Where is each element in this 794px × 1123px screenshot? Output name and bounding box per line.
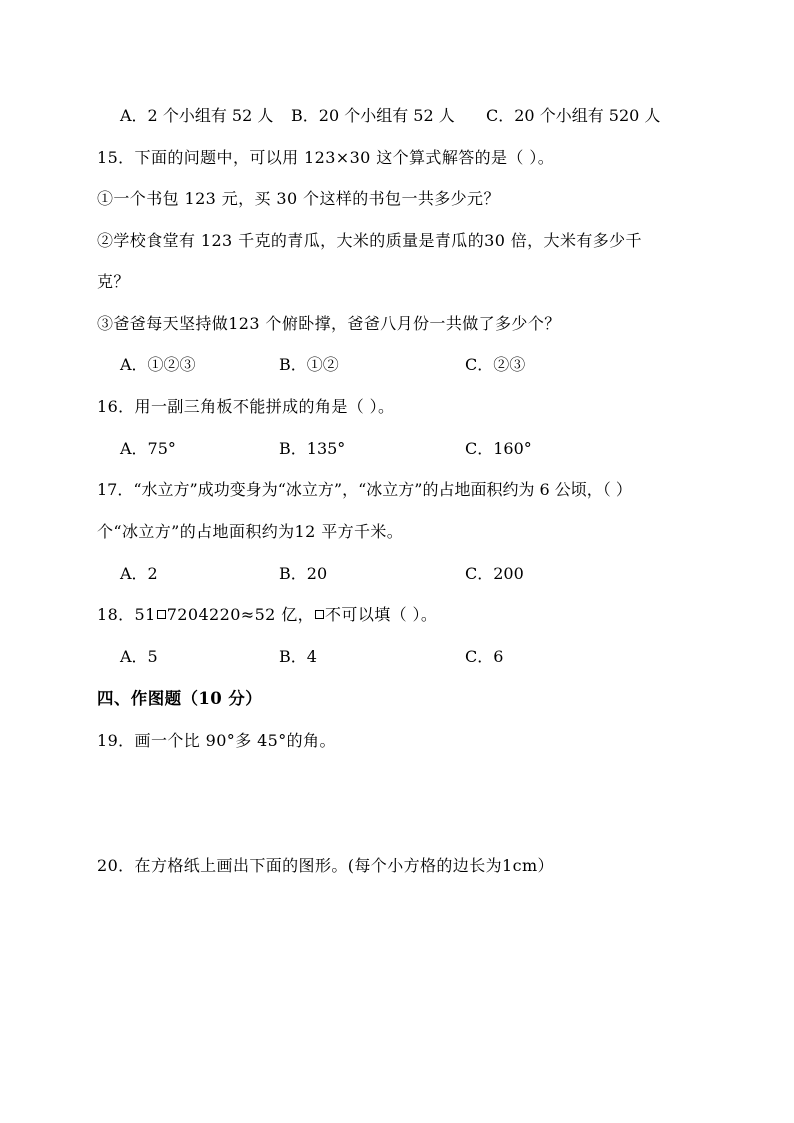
section-4-heading: 四、作图题（10 分） [97,689,263,708]
q16-option-b: B．135° [279,439,346,458]
blank-box-icon [157,610,166,619]
q17-option-c: C．200 [465,564,524,583]
q15-option-c: C．②③ [465,355,526,374]
q20-stem: 20．在方格纸上画出下面的图形。(每个小方格的边长为1cm） [97,856,554,875]
q19-stem: 19．画一个比 90°多 45°的角。 [97,731,336,750]
q18-option-c: C．6 [465,647,504,666]
q17-stem-line-2: 个“冰立方”的占地面积约为12 平方千米。 [97,522,404,541]
q15-item-1: ①一个书包 123 元，买 30 个这样的书包一共多少元？ [97,189,500,208]
q18-stem [97,605,437,625]
q17-option-a: A．2 [120,564,158,583]
q17-stem-line-1: 17．“水立方”成功变身为“冰立方”，“冰立方”的占地面积约为 6 公顷，（ ） [97,480,632,499]
blank-box-icon [315,610,324,619]
q16-option-a: A．75° [120,439,176,458]
q18-stem-part-2: 7204220≈52 亿， [166,605,315,624]
q15-item-2-line-2: 克？ [97,272,130,291]
q18-option-a: A．5 [120,647,158,666]
q16-option-c: C．160° [465,439,532,458]
q15-option-b: B．①② [279,355,339,374]
q15-stem: 15．下面的问题中，可以用 123×30 这个算式解答的是（ ）。 [97,148,555,167]
q14-option-b: B．20 个小组有 52 人 [291,106,455,125]
q18-option-b: B．4 [279,647,317,666]
q14-option-c: C．20 个小组有 520 人 [486,106,661,125]
q17-option-b: B．20 [279,564,328,583]
q14-option-a: A．2 个小组有 52 人 [120,106,274,125]
q16-stem: 16．用一副三角板不能拼成的角是（ ）。 [97,397,395,416]
q18-stem-part-3: 不可以填（ ）。 [325,605,438,624]
q18-stem-part-1: 18．51 [97,605,156,624]
q15-item-2-line-1: ②学校食堂有 123 千克的青瓜，大米的质量是青瓜的30 倍，大米有多少千 [97,231,642,250]
q15-item-3: ③爸爸每天坚持做123 个俯卧撑，爸爸八月份一共做了多少个？ [97,314,561,333]
q15-option-a: A．①②③ [120,355,196,374]
